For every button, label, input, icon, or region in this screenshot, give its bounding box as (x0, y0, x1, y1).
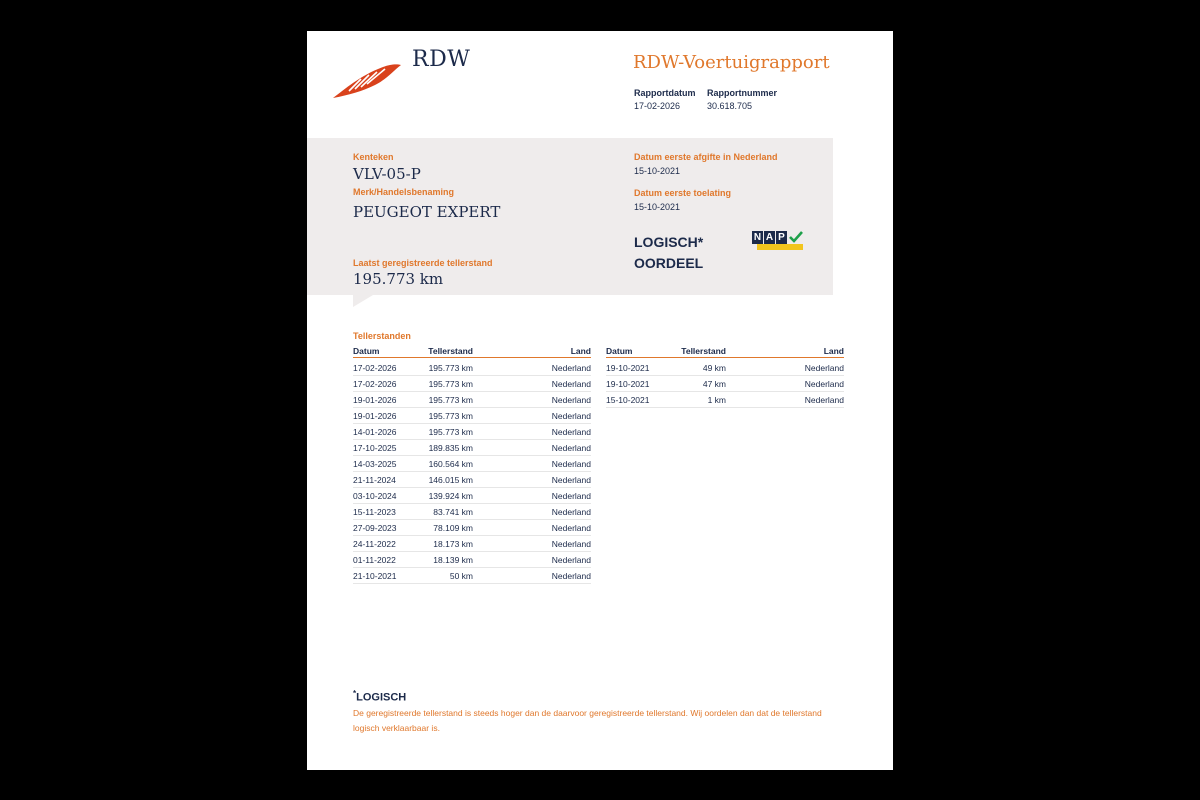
reading-value: 195.773 km (425, 392, 473, 408)
footnote-title-text: LOGISCH (356, 691, 407, 704)
reading-value: 146.015 km (425, 472, 473, 488)
reading-date: 14-01-2026 (353, 424, 425, 440)
reading-country: Nederland (473, 488, 591, 504)
reading-country: Nederland (473, 472, 591, 488)
reading-value: 18.139 km (425, 552, 473, 568)
reading-date: 17-02-2026 (353, 376, 425, 392)
reading-date: 19-10-2021 (606, 360, 678, 376)
reading-value: 50 km (425, 568, 473, 584)
report-number: 30.618.705 (707, 101, 753, 111)
verdict-line2: OORDEEL (634, 255, 704, 271)
logo-text: RDW (412, 47, 471, 72)
reading-date: 24-11-2022 (353, 536, 425, 552)
reading-value: 78.109 km (425, 520, 473, 536)
footnote-title (353, 689, 406, 704)
reading-country: Nederland (473, 440, 591, 456)
col-country: Land (473, 344, 591, 358)
reading-country: Nederland (473, 360, 591, 376)
odometer-value: 195.773 km (353, 270, 444, 288)
table-row (606, 392, 844, 408)
reading-country: Nederland (473, 376, 591, 392)
table-row (353, 440, 591, 456)
col-country: Land (726, 344, 844, 358)
report-date-label: Rapportdatum (634, 88, 696, 98)
nap-letter-n: N (753, 232, 762, 243)
reading-country: Nederland (473, 520, 591, 536)
reading-date: 19-10-2021 (606, 376, 678, 392)
reading-value: 18.173 km (425, 536, 473, 552)
checkmark-icon (788, 230, 804, 244)
reading-date: 27-09-2023 (353, 520, 425, 536)
plate-label: Kenteken (353, 152, 394, 162)
nap-letter-p: P (776, 231, 787, 244)
col-date: Datum (353, 344, 425, 358)
reading-country: Nederland (473, 568, 591, 584)
reading-value: 195.773 km (425, 408, 473, 424)
reading-value: 195.773 km (425, 424, 473, 440)
reading-country: Nederland (726, 376, 844, 392)
table-row (606, 376, 844, 392)
reading-country: Nederland (473, 424, 591, 440)
nap-badge (752, 230, 804, 252)
reading-date: 19-01-2026 (353, 392, 425, 408)
reading-value: 139.924 km (425, 488, 473, 504)
table-row (353, 504, 591, 520)
readings-title: Tellerstanden (353, 331, 411, 341)
col-reading: Tellerstand (425, 344, 473, 358)
report-date: 17-02-2026 (634, 101, 681, 111)
table-row (353, 552, 591, 568)
reading-country: Nederland (473, 552, 591, 568)
report-title: RDW-Voertuigrapport (633, 52, 830, 73)
first-admission-label: Datum eerste toelating (634, 188, 732, 198)
verdict-line1: LOGISCH* (634, 234, 704, 250)
reading-date: 01-11-2022 (353, 552, 425, 568)
first-admission-value: 15-10-2021 (634, 202, 681, 212)
reading-country: Nederland (473, 504, 591, 520)
odometer-label: Laatst geregistreerde tellerstand (353, 258, 493, 268)
table-row (353, 424, 591, 440)
make-value: PEUGEOT EXPERT (353, 203, 501, 221)
table-row (353, 360, 591, 376)
table-row (353, 536, 591, 552)
reading-country: Nederland (473, 536, 591, 552)
reading-value: 83.741 km (425, 504, 473, 520)
table-row (353, 408, 591, 424)
nap-bar (757, 244, 803, 250)
panel-notch (353, 295, 373, 307)
nap-letter-a: A (765, 232, 774, 243)
col-date: Datum (606, 344, 678, 358)
make-label: Merk/Handelsbenaming (353, 187, 455, 197)
reading-date: 17-02-2026 (353, 360, 425, 376)
reading-country: Nederland (726, 392, 844, 408)
reading-country: Nederland (726, 360, 844, 376)
table-row (353, 376, 591, 392)
reading-date: 15-11-2023 (353, 504, 425, 520)
reading-country: Nederland (473, 392, 591, 408)
first-issue-nl-label: Datum eerste afgifte in Nederland (634, 152, 778, 162)
reading-country: Nederland (473, 456, 591, 472)
report-page (307, 31, 893, 770)
readings-table-right (606, 344, 844, 408)
first-issue-nl-value: 15-10-2021 (634, 166, 681, 176)
reading-date: 17-10-2025 (353, 440, 425, 456)
reading-value: 1 km (678, 392, 726, 408)
plate-value: VLV-05-P (353, 165, 421, 183)
report-number-label: Rapportnummer (707, 88, 778, 98)
table-row (606, 360, 844, 376)
readings-table-left (353, 344, 591, 584)
reading-date: 19-01-2026 (353, 408, 425, 424)
reading-date: 21-10-2021 (353, 568, 425, 584)
footnote-text: De geregistreerde tellerstand is steeds hoger dan de daarvoor geregistreerde tellerstand. Wij oordelen dan dat de tellerstand logisch verklaarbaar is. (353, 708, 822, 733)
reading-date: 21-11-2024 (353, 472, 425, 488)
footnote-marker: * (353, 689, 357, 698)
rdw-logo-icon (331, 61, 403, 101)
table-row (353, 488, 591, 504)
table-row (353, 392, 591, 408)
table-row (353, 520, 591, 536)
reading-date: 14-03-2025 (353, 456, 425, 472)
table-row (353, 568, 591, 584)
reading-value: 160.564 km (425, 456, 473, 472)
table-row (353, 456, 591, 472)
reading-value: 195.773 km (425, 376, 473, 392)
reading-value: 49 km (678, 360, 726, 376)
reading-date: 15-10-2021 (606, 392, 678, 408)
reading-country: Nederland (473, 408, 591, 424)
reading-value: 189.835 km (425, 440, 473, 456)
col-reading: Tellerstand (678, 344, 726, 358)
reading-date: 03-10-2024 (353, 488, 425, 504)
reading-value: 47 km (678, 376, 726, 392)
table-row (353, 472, 591, 488)
reading-value: 195.773 km (425, 360, 473, 376)
